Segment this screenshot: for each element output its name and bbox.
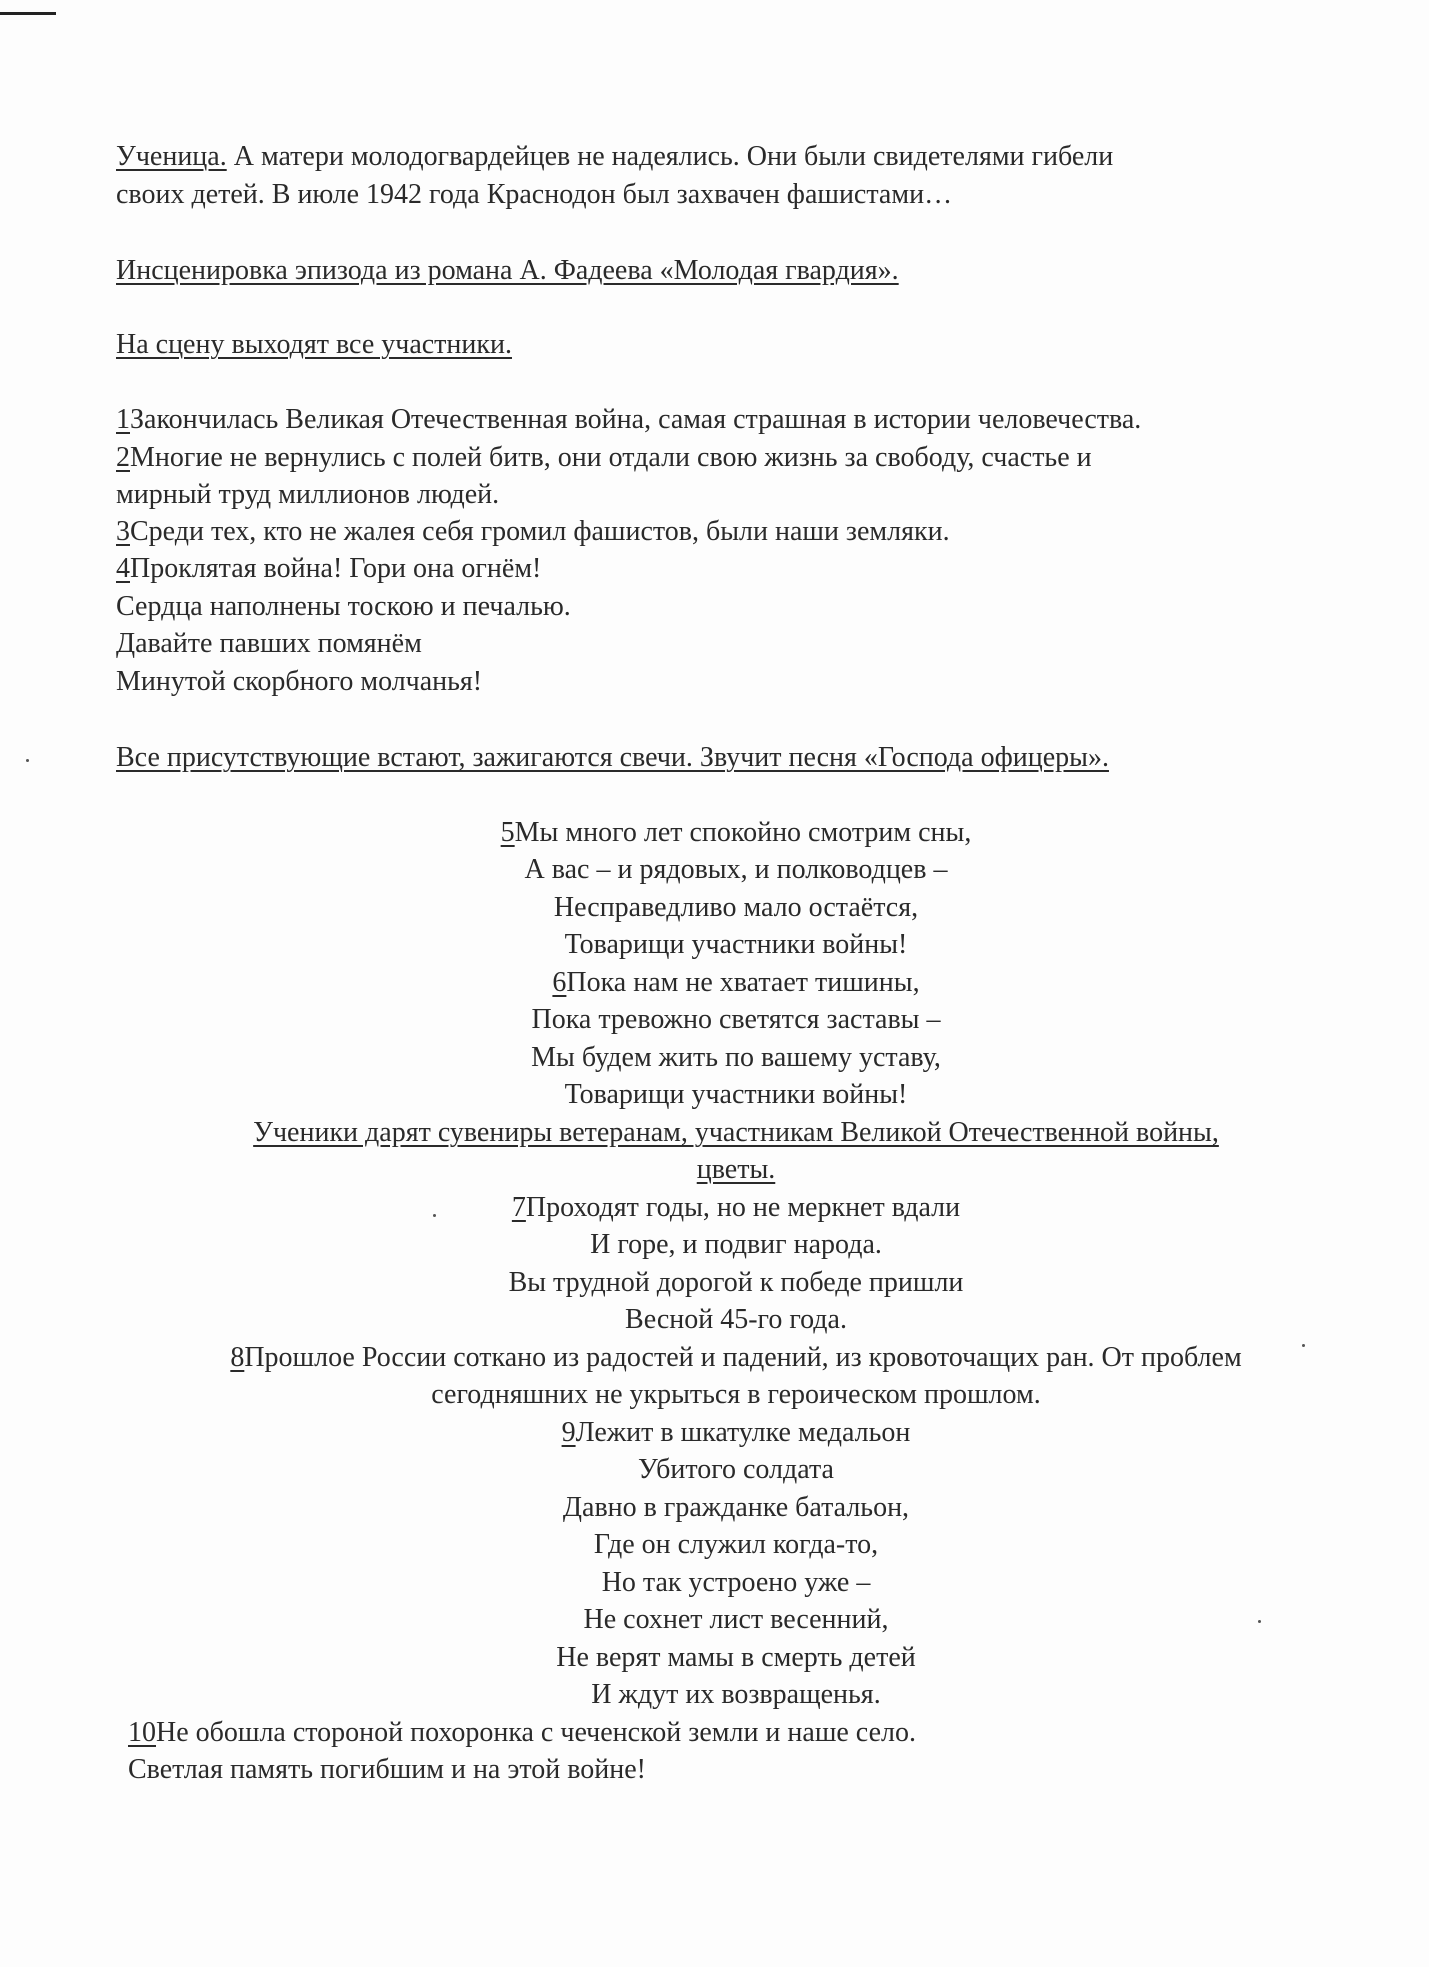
verse-9-line-8: И ждут их возвращенья. [591,1679,881,1710]
speech-4-line-2: Сердца наполнены тоскою и печалью. [116,591,571,622]
entrance-direction: На сцену выходят все участники. [116,329,512,360]
candles-direction: Все присутствующие встают, зажигаются свечи. Звучит песня «Господа офицеры». [116,742,1109,773]
speech-10: 10Не обошла стороной похоронка с чеченской земли и наше село. [128,1717,916,1748]
speech-2: 2Многие не вернулись с полей битв, они отдали свою жизнь за свободу, счастье и [116,442,1092,473]
speaker-label: Ученица. [116,141,227,172]
speaker-number: 3 [116,516,130,547]
verse-9-line-5: Но так устроено уже – [601,1567,871,1598]
verse-9-line-3: Давно в гражданке батальон, [562,1492,910,1523]
verse-7-line-2: И горе, и подвиг народа. [590,1229,882,1260]
speaker-number: 5 [500,817,515,848]
verse-9-line-6: Не сохнет лист весенний, [583,1604,889,1635]
speech-4: 4Проклятая война! Гори она огнём! [116,553,542,584]
poem-line-7: Мы будем жить по вашему уставу, [531,1042,941,1073]
speech-8-cont: сегодняшних не укрыться в героическом прошлом. [431,1379,1041,1410]
gifts-direction-cont: цветы. [696,1154,776,1185]
verse-9-line-1: 9Лежит в шкатулке медальон [561,1417,911,1448]
speaker-number: 10 [128,1717,156,1748]
poem-line-1: 5Мы много лет спокойно смотрим сны, [500,817,972,848]
speech-4-line-3: Давайте павших помянём [116,628,422,659]
gifts-direction: Ученики дарят сувениры ветеранам, участникам Великой Отечественной войны, [253,1117,1219,1148]
verse-7-line-1: 7Проходят годы, но не меркнет вдали [511,1192,961,1223]
poem-line-6: Пока тревожно светятся заставы – [531,1004,941,1035]
speech-1: 1Закончилась Великая Отечественная война, самая страшная в истории человечества. [116,404,1142,435]
scan-speck [26,759,29,762]
speaker-number: 7 [511,1192,526,1223]
speaker-number: 9 [561,1417,576,1448]
staging-direction: Инсценировка эпизода из романа А. Фадеева «Молодая гвардия». [116,255,899,286]
speaker-number: 8 [230,1342,245,1373]
poem-line-3: Несправедливо мало остаётся, [553,892,919,923]
intro-line-1: Ученица. А матери молодогвардейцев не надеялись. Они были свидетелями гибели [116,141,1114,172]
speaker-number: 2 [116,442,130,473]
speech-3: 3Среди тех, кто не жалея себя громил фашистов, были наши земляки. [116,516,950,547]
speech-10-cont: Светлая память погибшим и на этой войне! [128,1754,646,1785]
scan-mark [0,12,56,15]
speech-2-cont: мирный труд миллионов людей. [116,479,500,510]
speech-8: 8Прошлое России соткано из радостей и падений, из кровоточащих ран. От проблем [230,1342,1242,1373]
poem-line-2: А вас – и рядовых, и полководцев – [524,854,948,885]
verse-7-line-3: Вы трудной дорогой к победе пришли [508,1267,964,1298]
speaker-number: 4 [116,553,130,584]
verse-9-line-4: Где он служил когда-то, [593,1529,879,1560]
poem-line-5: 6Пока нам не хватает тишины, [552,967,920,998]
speaker-number: 6 [552,967,567,998]
verse-9-line-2: Убитого солдата [638,1454,834,1485]
verse-7-line-4: Весной 45-го года. [625,1304,847,1335]
poem-line-8: Товарищи участники войны! [564,1079,908,1110]
poem-line-4: Товарищи участники войны! [564,929,908,960]
verse-9-line-7: Не верят мамы в смерть детей [556,1642,916,1673]
speaker-number: 1 [116,404,130,435]
intro-line-2: своих детей. В июле 1942 года Краснодон был захвачен фашистами… [116,179,953,210]
speech-4-line-4: Минутой скорбного молчанья! [116,666,483,697]
